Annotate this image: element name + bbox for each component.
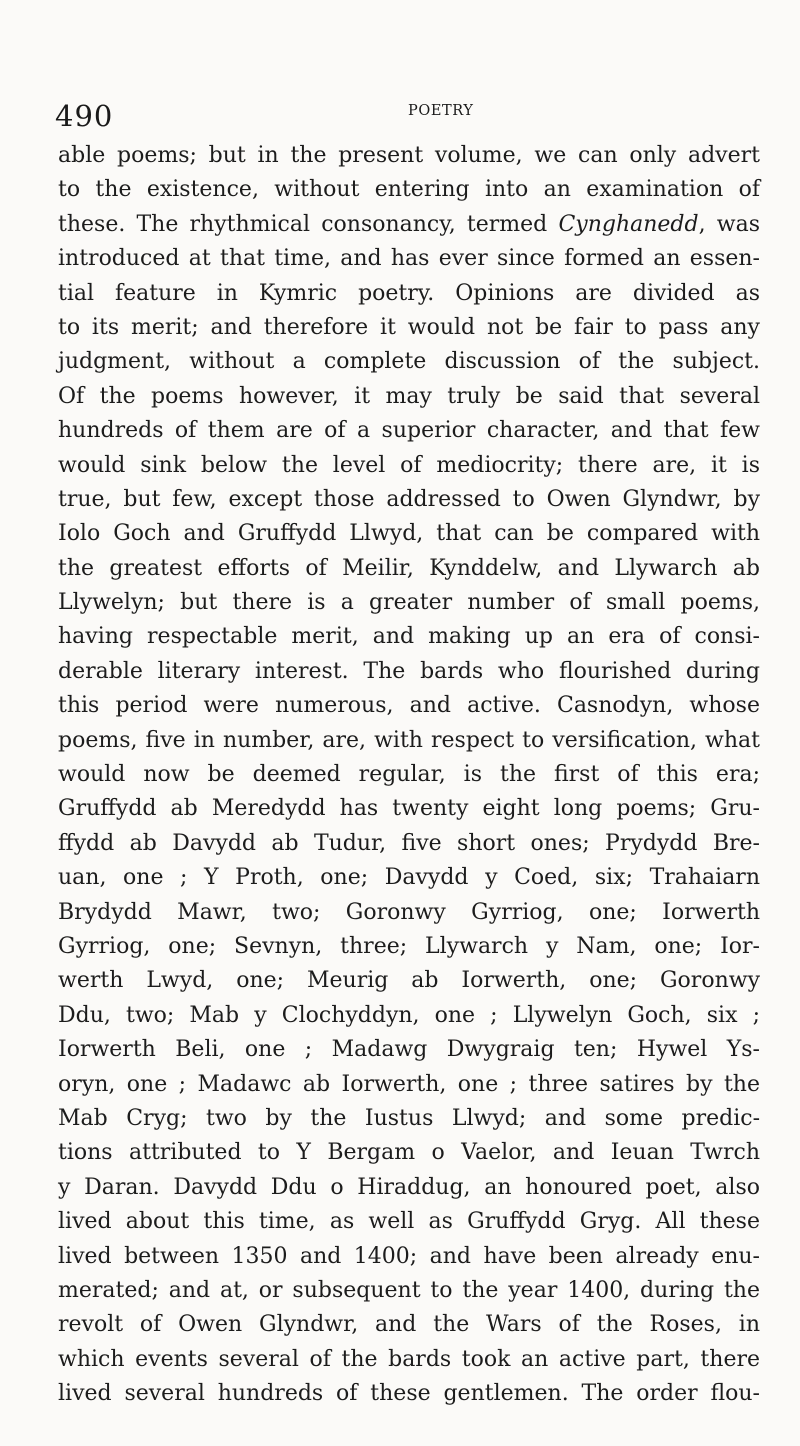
text-line: Mab Cryg; two by the Iustus Llwyd; and some predic- [58, 1105, 760, 1131]
text-line: introduced at that time, and has ever since formed an essen- [58, 246, 760, 272]
text-line: merated; and at, or subsequent to the year 1400, during the [58, 1277, 760, 1303]
text-line: y Daran. Davydd Ddu o Hiraddug, an honoured poet, also [58, 1174, 760, 1200]
italic-term: Cynghanedd [558, 211, 699, 237]
text-line: lived about this time, as well as Gruffydd Gryg. All these [58, 1209, 760, 1235]
text-line: Iolo Goch and Gruffydd Llwyd, that can be compared with [58, 521, 760, 547]
text-line: revolt of Owen Glyndwr, and the Wars of the Roses, in [58, 1312, 760, 1338]
text-line: lived several hundreds of these gentlemen. The order flou- [58, 1381, 760, 1407]
text-line: would now be deemed regular, is the first of this era; [58, 762, 760, 788]
text-line: oryn, one ; Madawc ab Iorwerth, one ; three satires by the [58, 1071, 760, 1097]
text-line: ffydd ab Davydd ab Tudur, five short ones; Prydydd Bre- [58, 830, 760, 856]
text-line: lived between 1350 and 1400; and have been already enu- [58, 1243, 760, 1269]
text-line: poems, five in number, are, with respect to versification, what [58, 727, 760, 753]
text-line: Gruffydd ab Meredydd has twenty eight long poems; Gru- [58, 796, 760, 822]
text-line: werth Lwyd, one; Meurig ab Iorwerth, one; Goronwy [58, 968, 760, 994]
text-line: hundreds of them are of a superior character, and that few [58, 418, 760, 444]
text-line: these. The rhythmical consonancy, termed Cynghanedd, was [58, 211, 760, 237]
text-line: this period were numerous, and active. Casnodyn, whose [58, 693, 760, 719]
page-number: 490 [55, 99, 114, 133]
text-line: Iorwerth Beli, one ; Madawg Dwygraig ten; Hywel Ys- [58, 1037, 760, 1063]
text-line: to the existence, without entering into an examination of [58, 177, 760, 203]
text-line: derable literary interest. The bards who flourished during [58, 658, 760, 684]
text-line: Of the poems however, it may truly be said that several [58, 383, 760, 409]
text-line: able poems; but in the present volume, we can only advert [58, 143, 760, 168]
running-title: POETRY [408, 103, 474, 119]
text-line: true, but few, except those addressed to Owen Glyndwr, by [58, 486, 760, 512]
text-line: tial feature in Kymric poetry. Opinions are divided as [58, 280, 760, 306]
text-line: uan, one ; Y Proth, one; Davydd y Coed, six; Trahaiarn [58, 865, 760, 891]
text-line: Ddu, two; Mab y Clochyddyn, one ; Llywelyn Goch, six ; [58, 1002, 760, 1028]
text-line: to its merit; and therefore it would not be fair to pass any [58, 314, 760, 340]
text-line: would sink below the level of mediocrity; there are, it is [58, 452, 760, 478]
text-line: Brydydd Mawr, two; Goronwy Gyrriog, one; Iorwerth [58, 899, 760, 925]
text-line: Llywelyn; but there is a greater number of small poems, [58, 590, 760, 616]
text-line: Gyrriog, one; Sevnyn, three; Llywarch y Nam, one; Ior- [58, 933, 760, 959]
text-line: which events several of the bards took an active part, there [58, 1346, 760, 1372]
body-text [58, 139, 760, 1411]
text-line: tions attributed to Y Bergam o Vaelor, and Ieuan Twrch [58, 1140, 760, 1166]
text-line: judgment, without a complete discussion of the subject. [58, 349, 760, 375]
text-line: having respectable merit, and making up an era of consi- [58, 624, 760, 650]
text-line: the greatest efforts of Meilir, Kynddelw, and Llywarch ab [58, 555, 760, 581]
